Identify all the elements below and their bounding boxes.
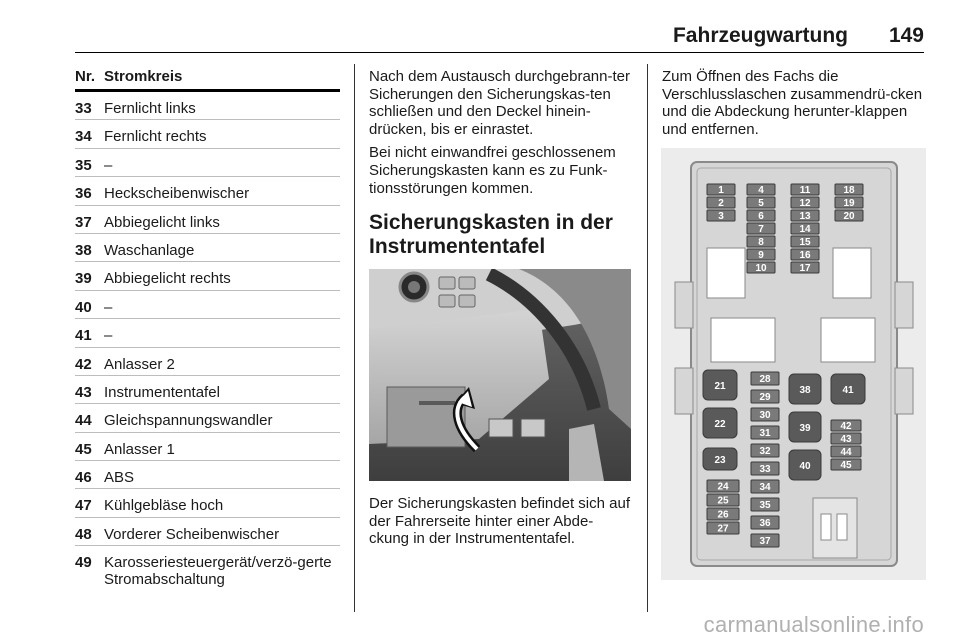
fuse-number: 43: [75, 383, 92, 401]
fuse-circuit: –: [104, 156, 113, 174]
chapter-title: Fahrzeugwartung: [672, 24, 848, 47]
fuse-table: [75, 64, 340, 588]
fuse-label: 26: [717, 509, 729, 521]
fuse-slot: [751, 426, 779, 439]
table-row: [75, 234, 340, 262]
fuse-circuit: Fernlicht rechts: [104, 128, 207, 146]
fuse-label: 20: [843, 211, 855, 222]
section-heading: Sicherungskasten in der Instrumententafel: [369, 211, 613, 259]
fuse-label: 9: [758, 250, 764, 261]
fuse-label: 22: [714, 419, 726, 430]
fuse-circuit: Abbiegelicht links: [104, 213, 220, 231]
table-row: [75, 518, 340, 546]
fuse-circuit: ABS: [104, 469, 135, 487]
fuse-label: 16: [799, 250, 811, 261]
fuse-label: 6: [758, 211, 764, 222]
fuse-slot: [831, 446, 861, 458]
fuse-slot: [791, 249, 819, 261]
fuse-slot: [831, 433, 861, 445]
fuse-label: 19: [843, 198, 855, 209]
fuse-slot: [747, 223, 775, 235]
fuse-slot: [751, 498, 779, 511]
fuse-slot: [835, 197, 863, 209]
fuse-label: 35: [759, 500, 771, 511]
fuse-label: 7: [758, 224, 764, 235]
fuse-label: 17: [799, 263, 811, 274]
fuse-label: 14: [799, 224, 811, 235]
fuse-slot: [707, 210, 735, 222]
fuse-slot: [751, 534, 779, 547]
fuse-number: 49: [75, 554, 92, 572]
fuse-circuit: Waschanlage: [104, 241, 195, 259]
header-rule: [75, 52, 924, 53]
fuse-slot: [831, 459, 861, 471]
table-row: [75, 291, 340, 319]
fuse-circuit: Gleichspannungswandler: [104, 412, 273, 430]
fuse-slot: [789, 450, 821, 480]
fuse-circuit: Anlasser 2: [104, 355, 175, 373]
fuse-circuit: –: [104, 298, 113, 316]
table-row: [75, 319, 340, 347]
table-header: [75, 64, 340, 92]
fuse-label: 8: [758, 237, 764, 248]
fuse-label: 43: [840, 434, 852, 445]
fuse-circuit: Karosseriesteuergerät/verzö-gerte Stromabschaltung: [104, 554, 332, 589]
column-divider-1: [354, 64, 355, 612]
fuse-number: 46: [75, 469, 92, 487]
fuse-slot: [751, 390, 779, 403]
fuse-label: 18: [843, 185, 855, 196]
fuse-slot: [703, 370, 737, 400]
header-circuit: Stromkreis: [104, 68, 183, 85]
fuse-slot: [791, 223, 819, 235]
fuse-slot: [789, 374, 821, 404]
fuse-number: 41: [75, 327, 92, 345]
fuse-slot: [831, 374, 865, 404]
table-row: [75, 433, 340, 461]
fuse-label: 32: [759, 446, 771, 457]
fuse-number: 33: [75, 100, 92, 117]
fuse-label: 15: [799, 237, 811, 248]
fuse-number: 42: [75, 355, 92, 373]
fuse-slot: [707, 197, 735, 209]
fuse-circuit: Anlasser 1: [104, 440, 175, 458]
fuse-label: 34: [759, 482, 771, 493]
fuse-label: 41: [842, 385, 854, 396]
fuse-number: 48: [75, 525, 92, 543]
table-row: [75, 177, 340, 205]
paragraph-malfunction-warning: Bei nicht einwandfrei geschlossenem Sicherungskasten kann es zu Funk-tionsstörungen kommen.: [369, 144, 616, 197]
fuse-slot: [751, 516, 779, 529]
paragraph-location: Der Sicherungskasten befindet sich auf der Fahrerseite hinter einer Abde-ckung in der Instrumententafel.: [369, 495, 630, 548]
fuse-slot: [791, 262, 819, 274]
fuse-slot: [747, 262, 775, 274]
table-row: [75, 348, 340, 376]
fuse-circuit: Instrumententafel: [104, 383, 220, 401]
fuse-label: 31: [759, 428, 771, 439]
fuse-label: 29: [759, 392, 771, 403]
fuse-box-diagram: [661, 148, 926, 580]
fuse-slot: [707, 480, 739, 493]
table-row: [75, 404, 340, 432]
fuse-slot: [831, 420, 861, 432]
header-nr: Nr.: [75, 68, 96, 85]
fuse-circuit: Vorderer Scheibenwischer: [104, 525, 280, 543]
fuse-slot: [747, 249, 775, 261]
fuse-label: 13: [799, 211, 811, 222]
column-divider-2: [647, 64, 648, 612]
fuse-label: 44: [840, 447, 852, 458]
table-row: [75, 461, 340, 489]
fuse-slot: [791, 197, 819, 209]
fuse-label: 30: [759, 410, 771, 421]
table-row: [75, 206, 340, 234]
fuse-label: 10: [755, 263, 767, 274]
fuse-number: 36: [75, 185, 92, 203]
fuse-label: 39: [799, 423, 811, 434]
fuse-number: 34: [75, 128, 92, 146]
fuse-label: 40: [799, 461, 811, 472]
fuse-label: 33: [759, 464, 771, 475]
watermark: carmanualsonline.info: [703, 612, 924, 637]
fuse-slot: [835, 210, 863, 222]
fuse-number: 37: [75, 213, 92, 231]
fuse-slot: [751, 408, 779, 421]
fuse-circuit: Heckscheibenwischer: [104, 185, 250, 203]
fuse-label: 24: [717, 481, 729, 493]
fuse-label: 36: [759, 518, 771, 529]
fuse-slot: [707, 494, 739, 507]
fuse-slot: [751, 372, 779, 385]
table-row: [75, 489, 340, 517]
fuse-slot: [707, 522, 739, 535]
fuse-slot: [791, 184, 819, 196]
table-row: [75, 262, 340, 290]
table-row: [75, 92, 340, 120]
fuse-label: 27: [717, 523, 729, 535]
fuse-label: 11: [799, 185, 811, 196]
fuse-label: 23: [714, 455, 726, 466]
fuse-slot: [747, 184, 775, 196]
table-body: [75, 92, 340, 588]
fuse-slot: [789, 412, 821, 442]
table-row: [75, 376, 340, 404]
fuse-circuit: Abbiegelicht rechts: [104, 270, 231, 288]
fuse-slot: [835, 184, 863, 196]
right-column: [662, 68, 924, 144]
fuse-label: 25: [717, 495, 729, 507]
fuse-label: 3: [718, 211, 724, 222]
dashboard-photo: [369, 269, 631, 481]
fuse-label: 28: [759, 374, 771, 385]
fuse-number: 38: [75, 241, 92, 259]
fuse-number: 44: [75, 412, 92, 430]
fuse-slot: [703, 408, 737, 438]
fuse-number: 45: [75, 440, 92, 458]
fuse-label: 21: [714, 381, 726, 392]
fuse-label: 5: [758, 198, 764, 209]
fuse-circuit: –: [104, 327, 113, 345]
fuse-label: 45: [840, 460, 852, 471]
fuse-slot: [703, 448, 737, 470]
fuse-slot: [747, 210, 775, 222]
fuse-label: 2: [718, 198, 724, 209]
fuse-slot: [751, 480, 779, 493]
paragraph-open-compartment: Zum Öffnen des Fachs die Verschlusslaschen zusammendrü-cken und die Abdeckung herunter-klappen und entfernen.: [662, 68, 923, 138]
fuse-slot: [751, 444, 779, 457]
fuse-label: 1: [718, 185, 724, 196]
fuse-slot: [747, 197, 775, 209]
table-row: [75, 149, 340, 177]
fuse-slot: [707, 184, 735, 196]
page-number: 149: [888, 24, 924, 47]
table-row: [75, 120, 340, 148]
fuse-label: 37: [759, 536, 771, 547]
fuse-label: 12: [799, 198, 811, 209]
fuse-number: 47: [75, 497, 92, 515]
fuse-number: 39: [75, 270, 92, 288]
fuse-label: 42: [840, 421, 852, 432]
fuse-slot: [747, 236, 775, 248]
table-row: [75, 546, 340, 588]
fuse-label: 4: [758, 185, 764, 196]
fuse-number: 40: [75, 298, 92, 316]
fuse-slot: [751, 462, 779, 475]
fuse-slot: [707, 508, 739, 521]
fuse-label: 38: [799, 385, 811, 396]
fuse-circuit: Kühlgebläse hoch: [104, 497, 224, 515]
fuse-slot: [791, 210, 819, 222]
middle-column: [369, 68, 633, 554]
fuse-slot: [791, 236, 819, 248]
fuse-number: 35: [75, 156, 92, 174]
paragraph-replace-fuses: Nach dem Austausch durchgebrann-ter Sicherungen den Sicherungskas-ten schließen und den Deckel hinein-drücken, bis er einrastet.: [369, 68, 630, 138]
fuse-circuit: Fernlicht links: [104, 100, 196, 117]
